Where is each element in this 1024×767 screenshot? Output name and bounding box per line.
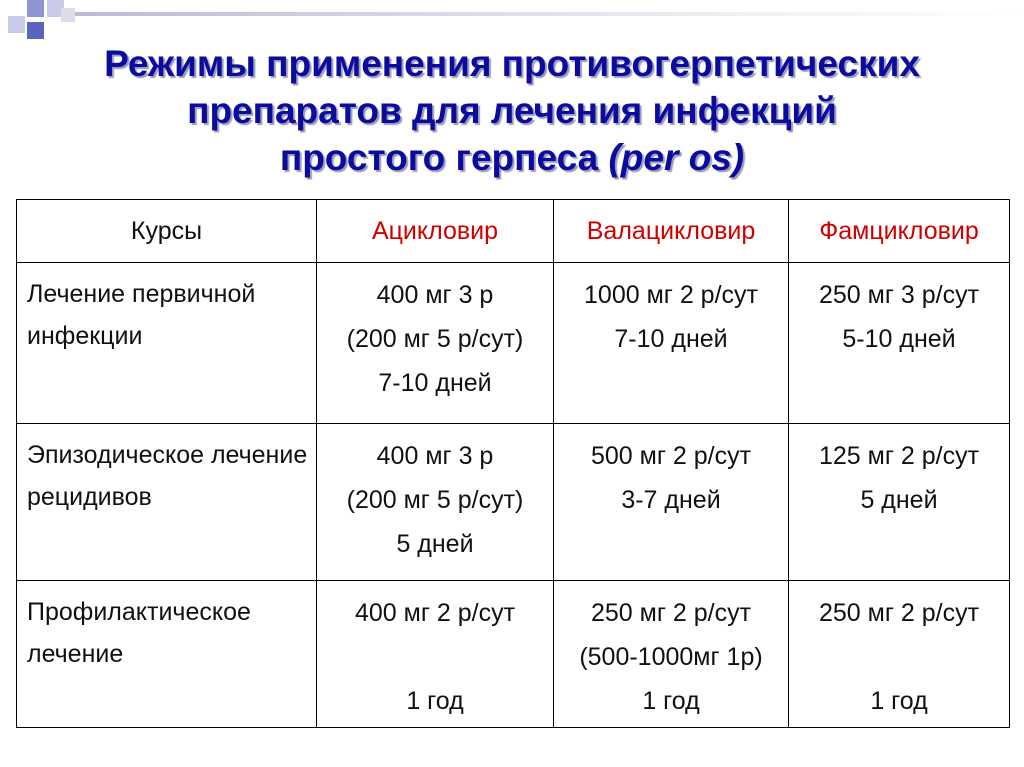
dose-line: 7-10 дней [614,325,728,353]
cell-famciclovir-prophylactic [789,581,1010,728]
title-line-3-text: простого герпеса [279,137,609,178]
dose-line: 5 дней [396,530,474,558]
dose-line: 1 год [642,687,700,715]
cell-famciclovir-episodic [789,424,1010,581]
dose-line: (200 мг 5 р/сут) [346,486,524,514]
cell-acyclovir-prophylactic [317,581,554,728]
dose-line: 250 мг 2 р/сут [818,599,980,627]
row-label-primary: Лечение первичной инфекции [17,263,317,424]
dosing-table [16,199,1010,728]
dose-line: 3-7 дней [621,486,721,514]
table-row [17,263,1010,424]
table-row [17,581,1010,728]
decor-square [27,0,44,17]
title-line-3 [40,134,984,181]
header-famciclovir: Фамцикловир [789,200,1010,263]
row-label-prophylactic: Профилактическое лечение [17,581,317,728]
title-line-2: препаратов для лечения инфекций [187,90,837,131]
decor-square [27,22,44,39]
decor-square [61,8,75,22]
cell-valacyclovir-episodic [554,424,789,581]
dose-line: 1 год [870,687,928,715]
dose-line: 5 дней [860,486,938,514]
cell-valacyclovir-primary [554,263,789,424]
dose-line-empty [789,635,1009,679]
table-row [17,424,1010,581]
dose-line: 250 мг 3 р/сут [818,281,980,309]
dose-line: 400 мг 3 р [376,442,494,470]
title-line-1: Режимы применения противогерпетических [104,43,920,84]
header-valacyclovir: Валацикловир [554,200,789,263]
decor-square [8,16,25,33]
cell-famciclovir-primary [789,263,1010,424]
cell-acyclovir-episodic [317,424,554,581]
dose-line: 250 мг 2 р/сут [590,599,752,627]
dose-line: 1 год [406,687,464,715]
cell-acyclovir-primary [317,263,554,424]
title-line-3-italic: (per os) [608,137,745,178]
dose-line: 7-10 дней [378,369,492,397]
dose-line: (500-1000мг 1р) [579,643,763,671]
cell-valacyclovir-prophylactic [554,581,789,728]
dose-line-empty [317,635,553,679]
header-courses: Курсы [17,200,317,263]
dose-line: 400 мг 2 р/сут [354,599,516,627]
dose-line: 125 мг 2 р/сут [818,442,980,470]
decor-fade-bar [75,12,1024,16]
dose-line: 500 мг 2 р/сут [590,442,752,470]
dose-line: (200 мг 5 р/сут) [346,325,524,353]
row-label-episodic: Эпизодическое лечение рецидивов [17,424,317,581]
dose-line: 400 мг 3 р [376,281,494,309]
table-header-row [17,200,1010,263]
dose-line: 1000 мг 2 р/сут [584,281,758,309]
dose-line: 5-10 дней [842,325,956,353]
header-acyclovir: Ацикловир [317,200,554,263]
slide-title [40,40,984,181]
